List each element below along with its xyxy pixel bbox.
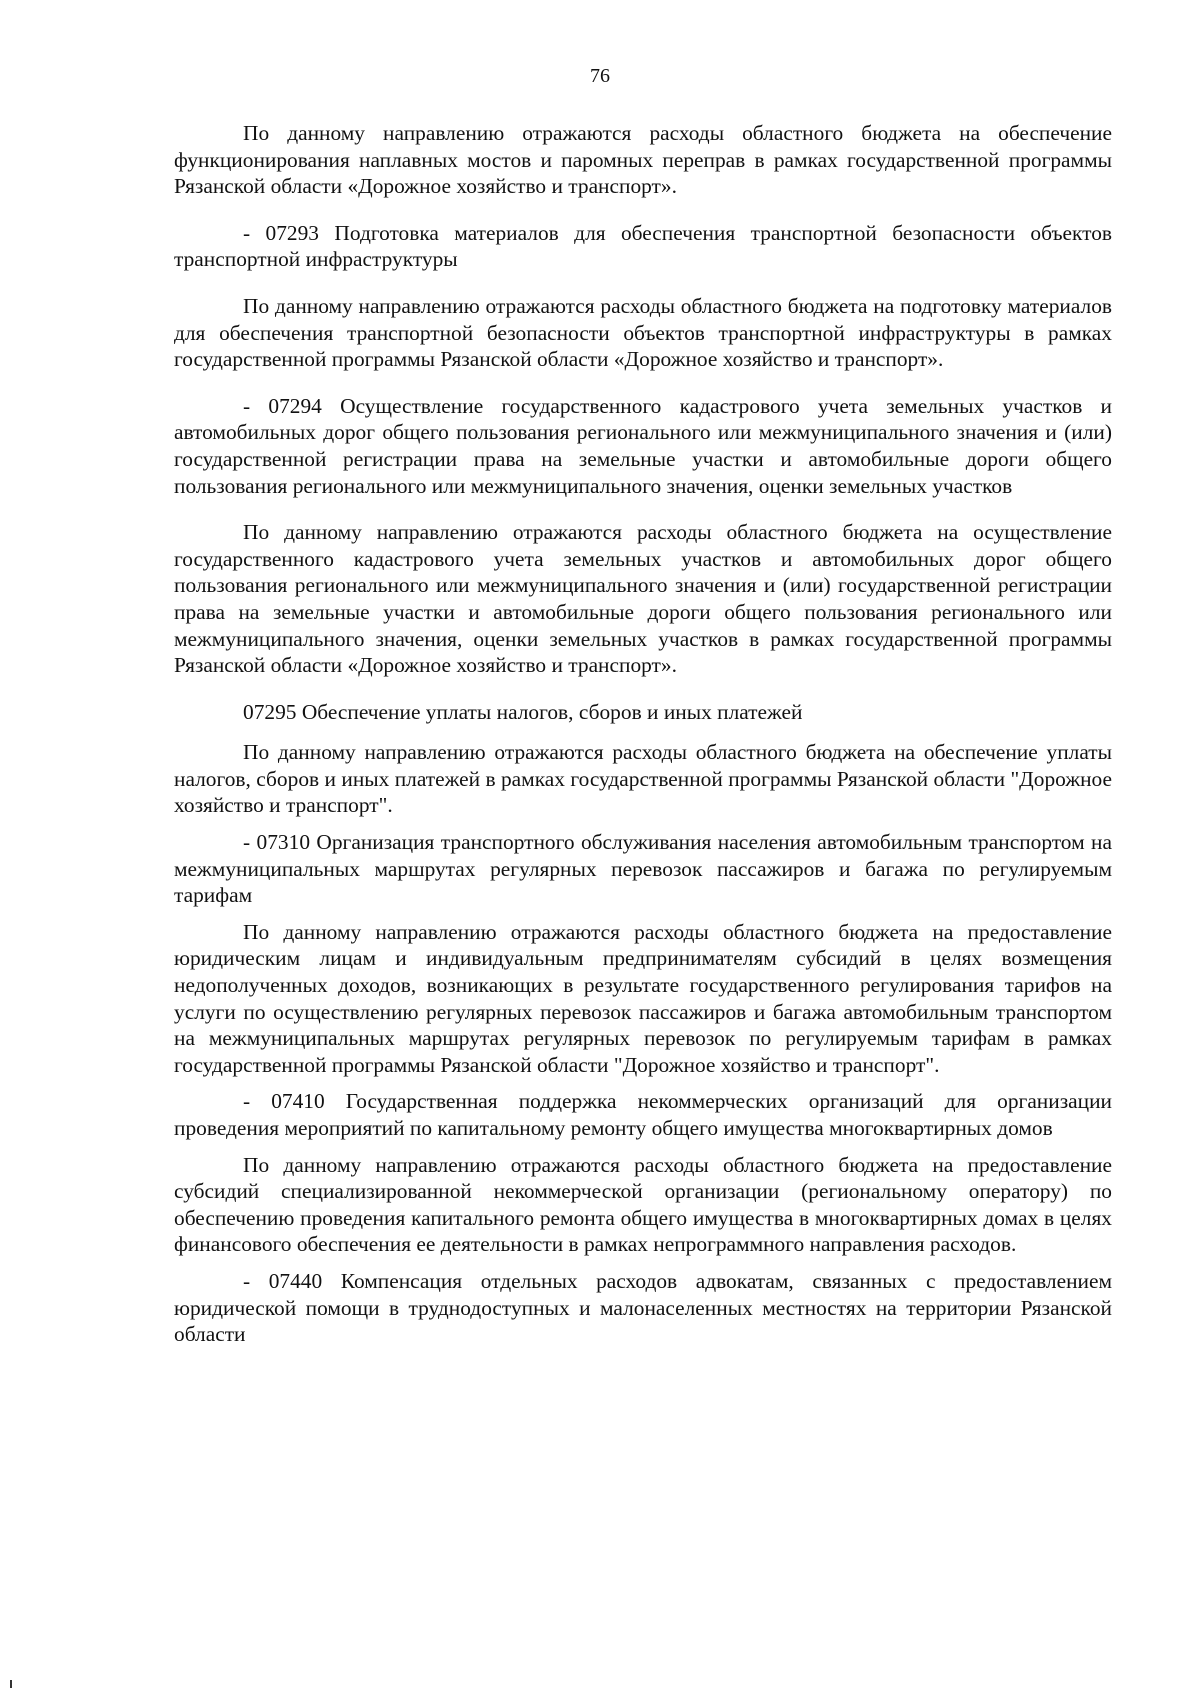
paragraph-description: По данному направлению отражаются расходы областного бюджета на предоставление субсидий специализированной некоммерческой организации (региональному оператору) по обеспечению проведения капитального ремонта общего имущества в многоквартирных домах в целях финансового обеспечения ее деятельности в рамках непрограммного направления расходов. (174, 1152, 1112, 1257)
paragraph-item-heading: - 07440 Компенсация отдельных расходов адвокатам, связанных с предоставлением юридической помощи в труднодоступных и малонаселенных местностях на территории Рязанской области (174, 1268, 1112, 1347)
paragraph-item-heading: - 07293 Подготовка материалов для обеспечения транспортной безопасности объектов транспортной инфраструктуры (174, 220, 1112, 272)
paragraph-description: По данному направлению отражаются расходы областного бюджета на обеспечение уплаты налогов, сборов и иных платежей в рамках государственной программы Рязанской области "Дорожное хозяйство и транспорт". (174, 740, 1112, 818)
paragraph-description: По данному направлению отражаются расходы областного бюджета на предоставление юридическим лицам и индивидуальным предпринимателям субсидий в целях возмещения недополученных доходов, возникающих в результате государственного регулирования тарифов на услуги по осуществлению регулярных перевозок пассажиров и багажа автомобильным транспортом на межмуниципальных маршрутах регулярных перевозок по регулируемым тарифам в рамках государственной программы Рязанской области "Дорожное хозяйство и транспорт". (174, 919, 1112, 1077)
paragraph-description: По данному направлению отражаются расходы областного бюджета на обеспечение функционирования наплавных мостов и паромных переправ в рамках государственной программы Рязанской области «Дорожное хозяйство и транспорт». (174, 121, 1112, 199)
paragraph-item-heading: - 07310 Организация транспортного обслуживания населения автомобильным транспортом на межмуниципальных маршрутах регулярных перевозок пассажиров и багажа по регулируемым тарифам (174, 830, 1112, 908)
paragraph-item-heading: - 07294 Осуществление государственного кадастрового учета земельных участков и автомобильных дорог общего пользования регионального или межмуниципального значения и (или) государственной регистрации права на земельные участки и автомобильные дороги общего пользования регионального или межмуниципального значения, оценки земельных участков (174, 393, 1112, 498)
document-body (174, 120, 1112, 1348)
paragraph-description: По данному направлению отражаются расходы областного бюджета на подготовку материалов для обеспечения транспортной безопасности объектов транспортной инфраструктуры в рамках государственной программы Рязанской области «Дорожное хозяйство и транспорт». (174, 293, 1112, 372)
page-number: 76 (590, 65, 610, 87)
scan-edge-mark (10, 1680, 12, 1688)
paragraph-item-heading: - 07410 Государственная поддержка некоммерческих организаций для организации проведения мероприятий по капитальному ремонту общего имущества многоквартирных домов (174, 1089, 1112, 1140)
paragraph-description: По данному направлению отражаются расходы областного бюджета на осуществление государственного кадастрового учета земельных участков и автомобильных дорог общего пользования регионального или межмуниципального значения и (или) государственной регистрации права на земельные участки и автомобильные дороги общего пользования регионального или межмуниципального значения, оценки земельных участков в рамках государственной программы Рязанской области «Дорожное хозяйство и транспорт». (174, 520, 1112, 678)
paragraph-item-heading: 07295 Обеспечение уплаты налогов, сборов и иных платежей (243, 699, 803, 724)
